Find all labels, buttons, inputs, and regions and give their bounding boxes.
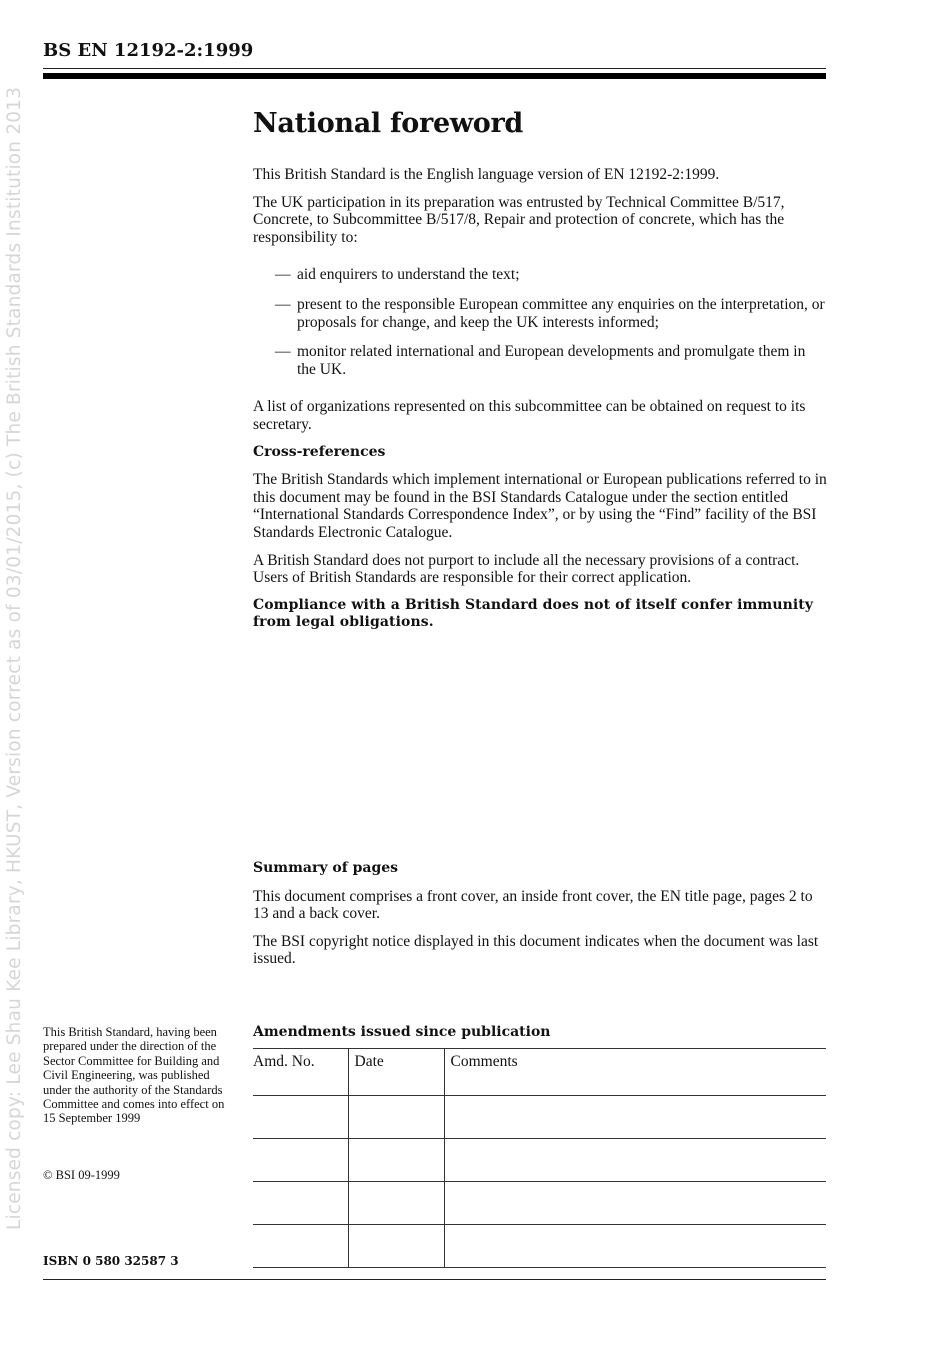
column-header-comments: Comments <box>444 1049 826 1096</box>
table-cell <box>444 1139 826 1182</box>
dash-bullet: — <box>275 343 291 361</box>
header-rule-thick <box>43 73 826 79</box>
compliance-statement: Compliance with a British Standard does not of itself confer immunity from legal obligations. <box>253 596 814 631</box>
list-item-text: present to the responsible European committee any enquiries on the interpretation, or proposals for change, and keep the UK interests informed; <box>297 295 825 331</box>
document-id: BS EN 12192-2:1999 <box>43 40 254 61</box>
amendments-table <box>253 1048 826 1268</box>
list-item <box>275 296 828 331</box>
table-cell <box>348 1182 444 1225</box>
column-header-date: Date <box>348 1049 444 1096</box>
table-cell <box>348 1139 444 1182</box>
footer-rule <box>43 1279 826 1280</box>
list-item-text: aid enquirers to understand the text; <box>297 266 520 284</box>
copyright-notice: © BSI 09-1999 <box>43 1168 120 1182</box>
table-row <box>253 1182 826 1225</box>
table-cell <box>253 1225 348 1268</box>
table-cell <box>348 1096 444 1139</box>
table-cell <box>348 1225 444 1268</box>
column-header-amd-no: Amd. No. <box>253 1049 348 1096</box>
summary-paragraph-1: This document comprises a front cover, an inside front cover, the EN title page, pages 2 to 13 and a back cover. <box>253 887 813 923</box>
table-cell <box>253 1182 348 1225</box>
table-row <box>253 1096 826 1139</box>
table-header-row <box>253 1049 826 1096</box>
foreword-paragraph-2: The UK participation in its preparation was entrusted by Technical Committee B/517, Concrete, to Subcommittee B/517/8, Repair and protection of concrete, which has the responsibility to: <box>253 193 785 246</box>
dash-bullet: — <box>275 266 291 284</box>
table-cell <box>444 1096 826 1139</box>
list-item-text: monitor related international and European developments and promulgate them in the UK. <box>297 343 806 378</box>
summary-heading: Summary of pages <box>253 860 399 876</box>
table-cell <box>253 1139 348 1182</box>
crossref-paragraph-2: A British Standard does not purport to include all the necessary provisions of a contract. Users of British Standards are responsible for their correct application. <box>253 551 800 587</box>
table-cell <box>444 1182 826 1225</box>
national-foreword <box>253 106 828 642</box>
list-item <box>275 343 828 378</box>
foreword-paragraph-3: A list of organizations represented on this subcommittee can be obtained on request to its secretary. <box>253 398 806 433</box>
table-row <box>253 1139 826 1182</box>
list-item <box>275 266 828 284</box>
responsibility-list <box>275 266 828 378</box>
license-watermark: Licensed copy: Lee Shau Kee Library, HKUST, Version correct as of 03/01/2015, (c) The British Standards Institution 2013 <box>4 86 25 1230</box>
header-rule-thin <box>43 68 826 69</box>
summary-paragraph-2: The BSI copyright notice displayed in this document indicates when the document was last issued. <box>253 932 819 968</box>
table-cell <box>444 1225 826 1268</box>
crossref-paragraph-1: The British Standards which implement international or European publications referred to in this document may be found in the BSI Standards Catalogue under the section entitled “International Standards Correspondence Index”, or by using the “Find” facility of the BSI Standards Electronic Catalogue. <box>253 471 827 541</box>
amendments-title: Amendments issued since publication <box>253 1024 551 1040</box>
foreword-paragraph-1: This British Standard is the English language version of EN 12192-2:1999. <box>253 166 720 183</box>
summary-of-pages <box>253 860 828 978</box>
dash-bullet: — <box>275 295 291 313</box>
table-row <box>253 1225 826 1268</box>
crossref-heading: Cross-references <box>253 443 386 460</box>
isbn: ISBN 0 580 32587 3 <box>43 1254 179 1268</box>
table-cell <box>253 1096 348 1139</box>
page-title: National foreword <box>253 108 523 139</box>
publication-note: This British Standard, having been prepared under the direction of the Sector Committee for Building and Civil Engineering, was published under the authority of the Standards Committee and comes into effect on 15 September 1999 <box>43 1025 225 1126</box>
